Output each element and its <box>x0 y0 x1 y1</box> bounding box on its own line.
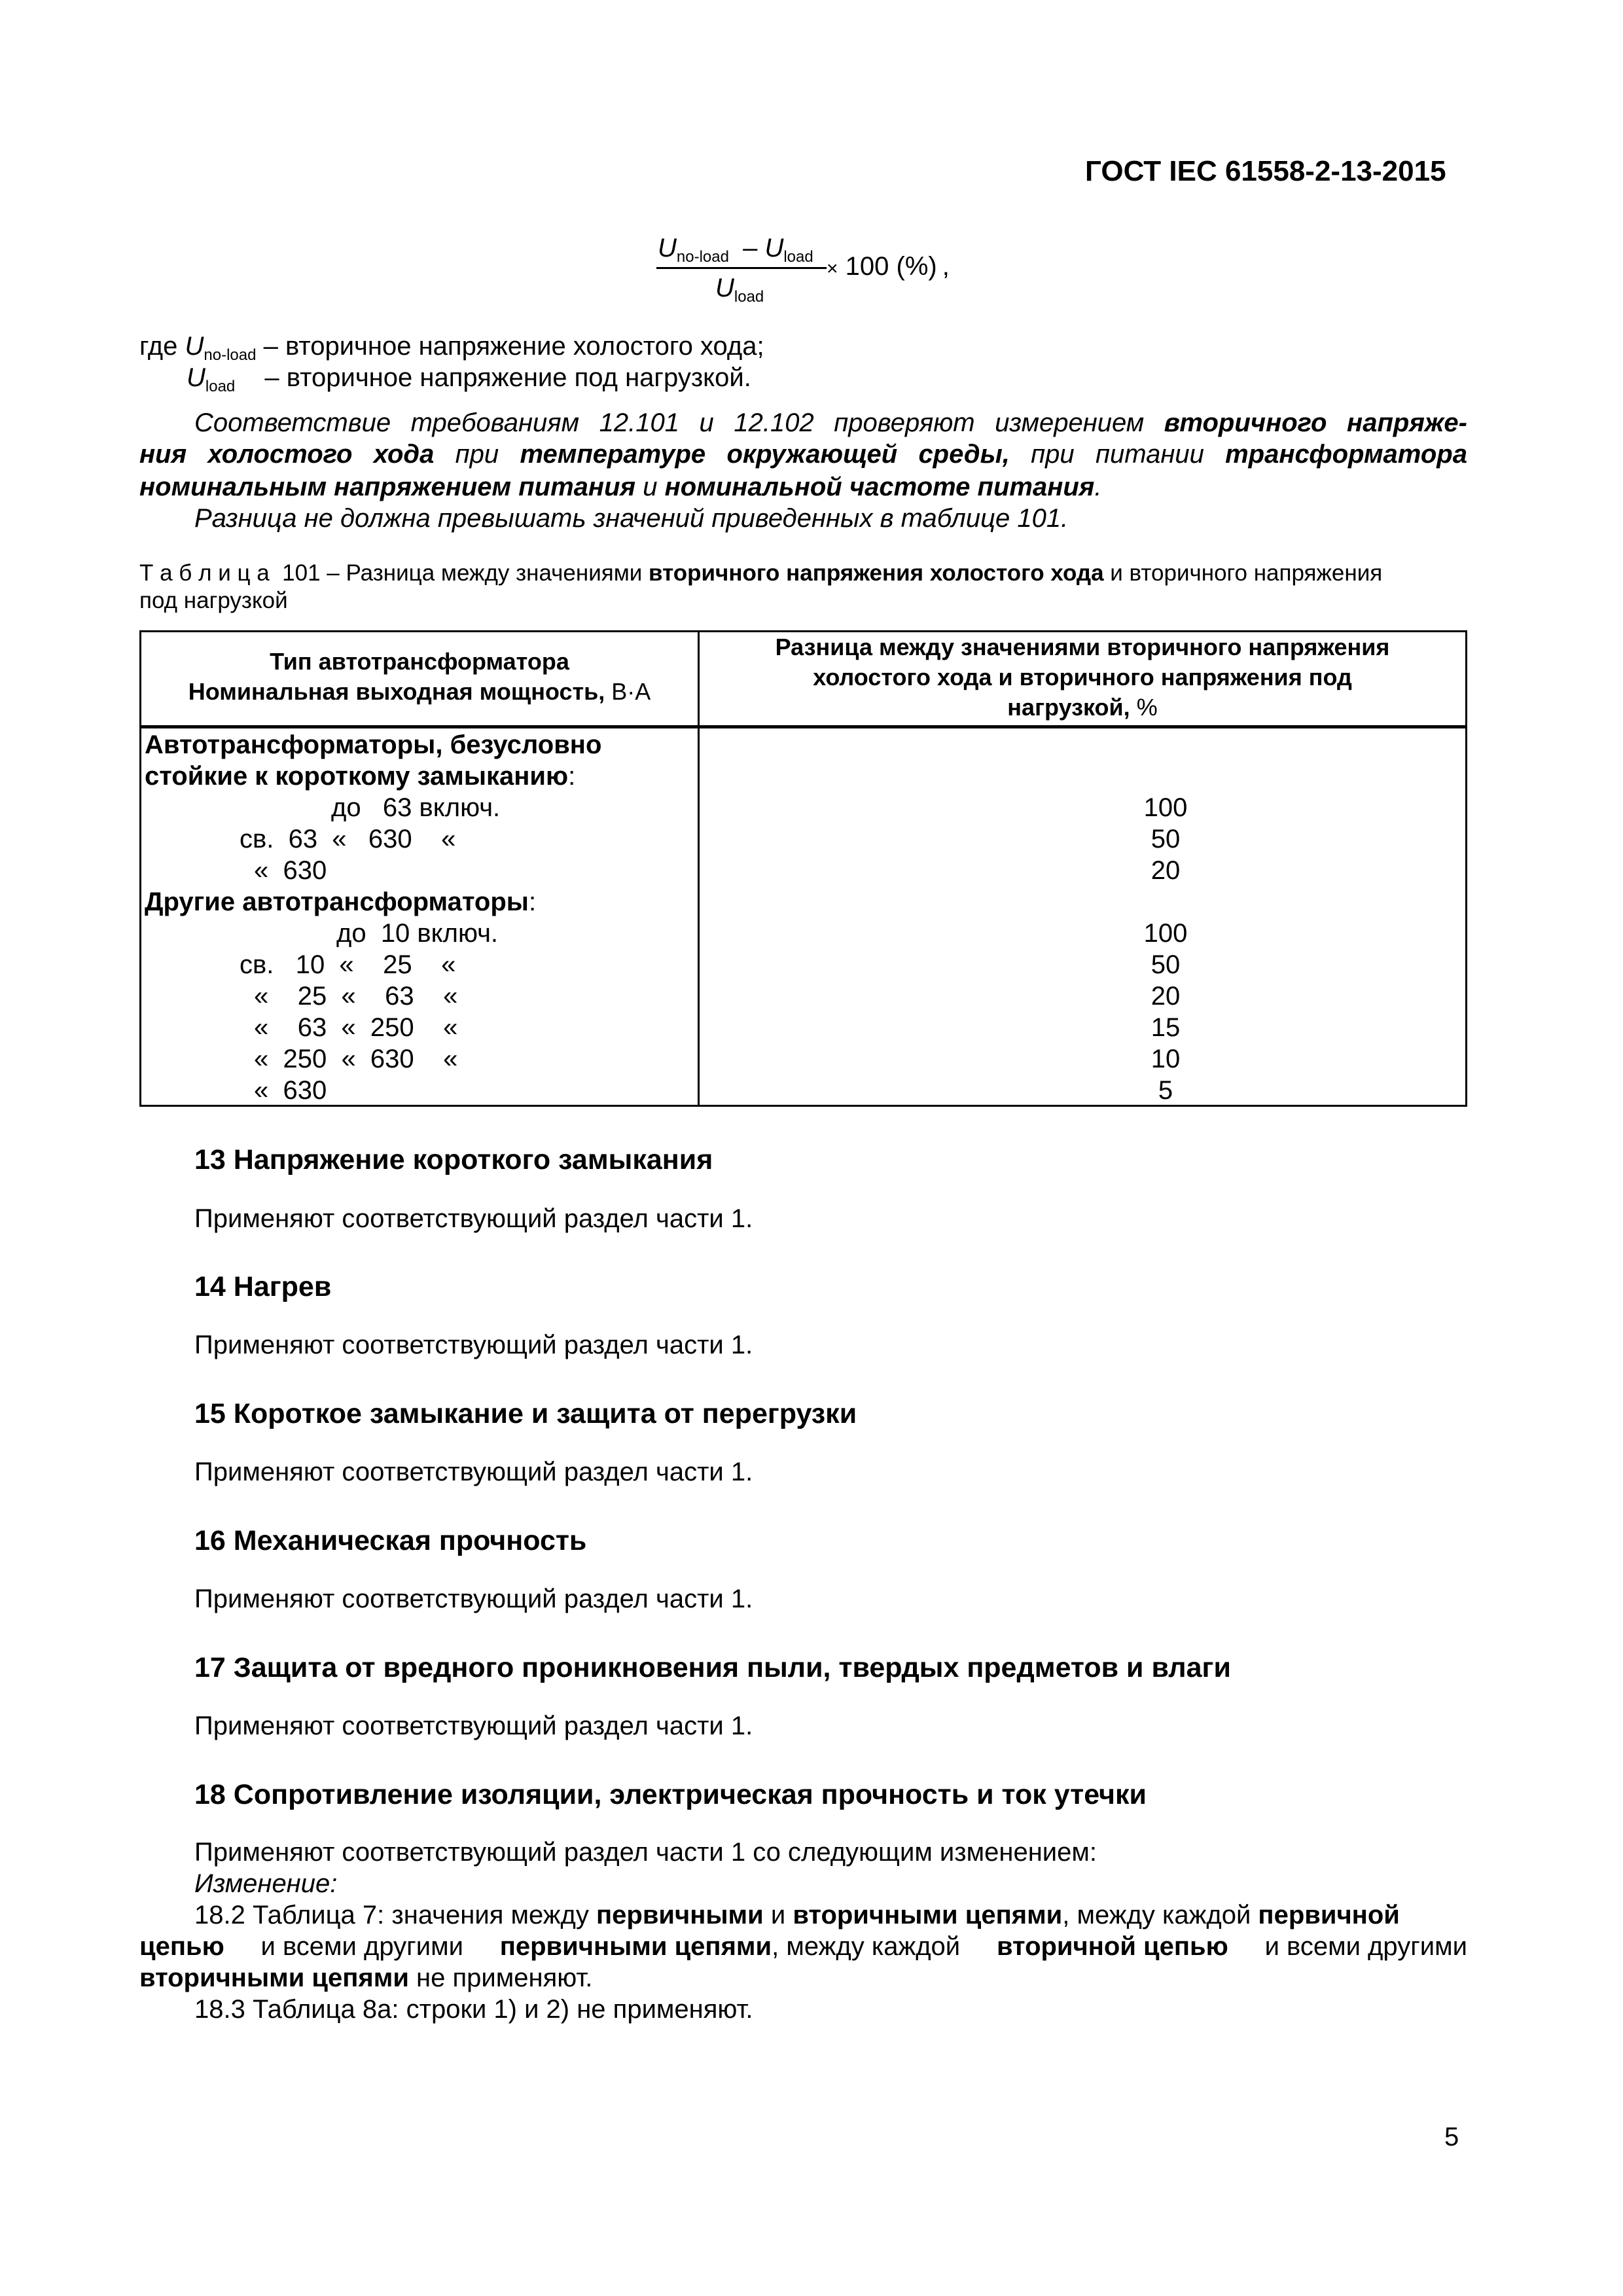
table-row-value: 15 <box>1150 1013 1181 1042</box>
page-number: 5 <box>1444 2123 1459 2151</box>
table-row-value: 20 <box>1150 856 1181 885</box>
document-id: ГОСТ IEC 61558-2-13-2015 <box>1085 155 1446 187</box>
section-16-text: Применяют соответствующий раздел части 1. <box>194 1585 753 1613</box>
table-row-value: 10 <box>1150 1045 1181 1073</box>
table-row-value: 20 <box>1150 982 1181 1011</box>
table-row-label: св. 63 « 630 « <box>240 825 456 853</box>
section-13-text: Применяют соответствующий раздел части 1. <box>194 1204 753 1233</box>
section-18-text: Применяют соответствующий раздел части 1 со следующим изменением: <box>194 1838 1097 1867</box>
table-row-label: до 10 включ. <box>336 919 499 948</box>
change-line-1: 18.2 Таблица 7: значения между первичными и вторичными цепями, между каждой первичной <box>194 1901 1400 1929</box>
table-row-value: 100 <box>1143 793 1188 822</box>
section-15-title: 15 Короткое замыкание и защита от перегрузки <box>194 1398 857 1429</box>
table-row-value: 100 <box>1143 919 1188 948</box>
where-line-2: $U_{load}$ – вторичное напряжение под нагрузкой. <box>187 363 751 395</box>
table-row-value: 5 <box>1158 1076 1173 1105</box>
where-line-1: где $U_{no-load}$ – вторичное напряжение холостого хода; <box>139 332 764 364</box>
table-header-divider <box>141 725 1465 728</box>
table-header-right: Разница между значениями вторичного напряжения холостого хода и вторичного напряжения под нагрузкой, % <box>775 634 1390 721</box>
table-caption-line-2: под нагрузкой <box>139 588 288 613</box>
table-header-left: Тип автотрансформатора Номинальная выходная мощность, В·А <box>188 648 651 705</box>
compliance-line-2: ния холостого хода при температуре окружающей среды, при питании трансформатора <box>139 440 1467 469</box>
table-row-label: « 630 <box>254 1076 327 1105</box>
table-row-label: св. 10 « 25 « <box>240 950 456 979</box>
formula-fraction-bar <box>656 267 827 269</box>
table-group-2-title: Другие автотрансформаторы: <box>145 888 537 916</box>
compliance-line-3: номинальным напряжением питания и номинальной частоте питания. <box>139 473 1102 501</box>
section-18-title: 18 Сопротивление изоляции, электрическая прочность и ток утечки <box>194 1779 1147 1810</box>
table-row-label: « 630 <box>254 856 327 885</box>
section-17-text: Применяют соответствующий раздел части 1. <box>194 1712 753 1740</box>
table-row-value: 50 <box>1150 950 1181 979</box>
table-row-label: « 250 « 630 « <box>254 1045 458 1073</box>
section-16-title: 16 Механическая прочность <box>194 1525 587 1556</box>
section-17-title: 17 Защита от вредного проникновения пыли, твердых предметов и влаги <box>194 1652 1231 1683</box>
compliance-line-1: Соответствие требованиям 12.101 и 12.102 проверяют измерением вторичного напряже- <box>194 408 1467 437</box>
formula-numerator: $U_{no-load} - U_{load}$ <box>658 234 813 266</box>
change-line-4: 18.3 Таблица 8а: строки 1) и 2) не применяют. <box>194 1995 753 2024</box>
difference-table <box>139 630 1467 1107</box>
formula-denominator: $U_{load}$ <box>715 274 764 306</box>
compliance-line-4: Разница не должна превышать значений приведенных в таблице 101. <box>194 504 1069 533</box>
table-row-value: 50 <box>1150 825 1181 853</box>
table-group-1-title: Автотрансформаторы, безусловно <box>145 730 602 759</box>
section-14-text: Применяют соответствующий раздел части 1. <box>194 1331 753 1359</box>
change-label: Изменение: <box>194 1869 338 1898</box>
table-group-1-title-2: стойкие к короткому замыканию: <box>145 762 576 791</box>
table-row-label: до 63 включ. <box>331 793 501 822</box>
table-row-label: « 63 « 250 « <box>254 1013 458 1042</box>
formula-factor: × 100 (%) , <box>827 252 950 281</box>
section-13-title: 13 Напряжение короткого замыкания <box>194 1144 713 1175</box>
change-line-2: цепью и всеми другими первичными цепями, между каждой вторичной цепью и всеми другими <box>139 1932 1467 1961</box>
table-caption: Т а б л и ц а 101 – Разница между значениями вторичного напряжения холостого хода и вторичного напряжения <box>139 560 1383 586</box>
section-15-text: Применяют соответствующий раздел части 1. <box>194 1458 753 1486</box>
table-row-label: « 25 « 63 « <box>254 982 458 1011</box>
section-14-title: 14 Нагрев <box>194 1271 332 1302</box>
change-line-3: вторичными цепями не применяют. <box>139 1964 593 1992</box>
